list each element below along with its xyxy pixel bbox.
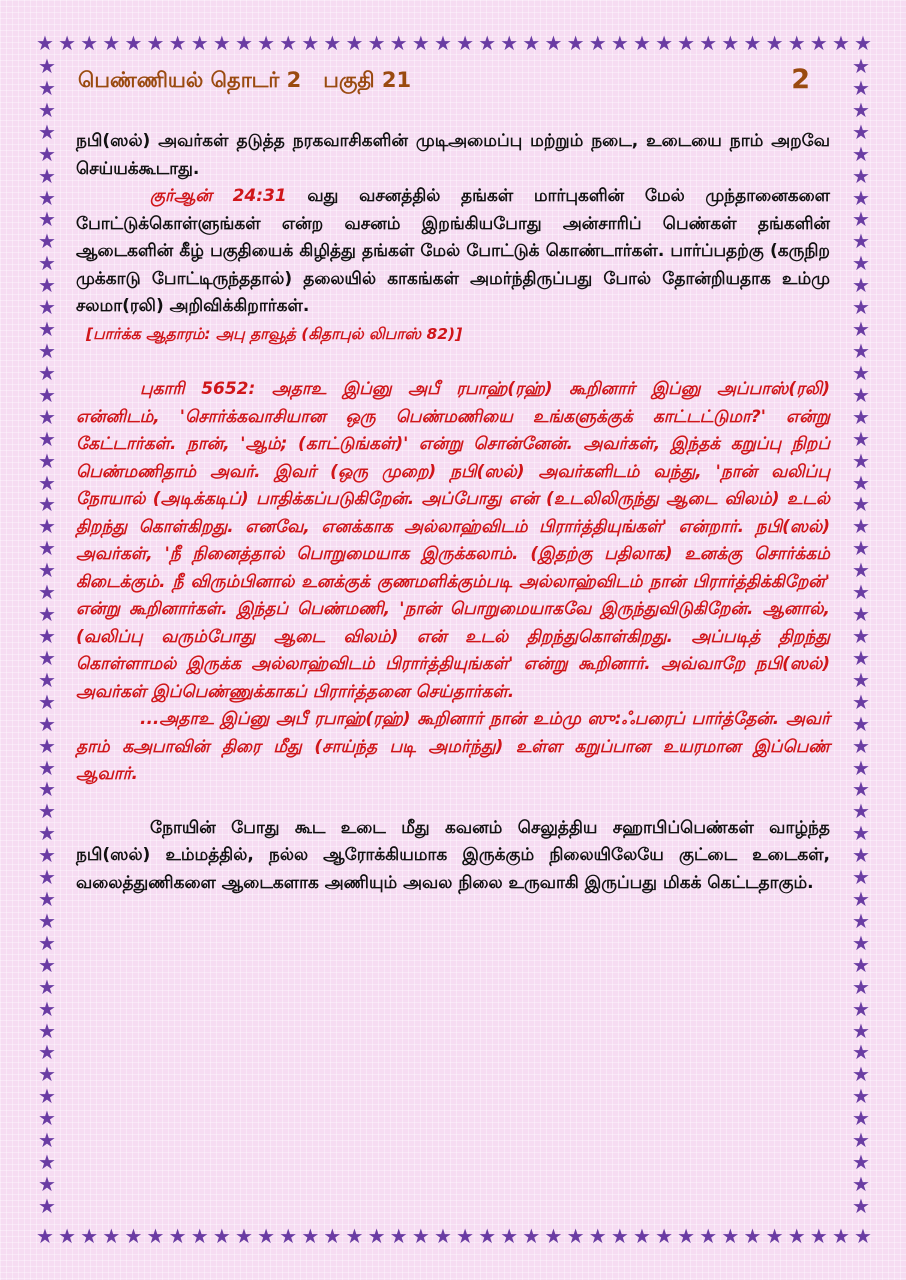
star-icon: ★	[279, 1224, 298, 1248]
paragraph-quran	[76, 183, 830, 321]
star-icon: ★	[389, 31, 408, 55]
star-icon: ★	[38, 338, 56, 363]
star-icon: ★	[323, 31, 342, 55]
star-icon: ★	[38, 667, 56, 692]
star-icon: ★	[610, 31, 629, 55]
star-icon: ★	[38, 1128, 56, 1153]
star-icon: ★	[852, 360, 870, 385]
star-icon: ★	[852, 1150, 870, 1175]
star-icon: ★	[852, 75, 870, 100]
star-icon: ★	[852, 514, 870, 539]
star-icon: ★	[38, 251, 56, 276]
star-icon: ★	[699, 1224, 718, 1248]
star-icon: ★	[389, 1224, 408, 1248]
star-icon: ★	[38, 295, 56, 320]
star-icon: ★	[632, 1224, 651, 1248]
star-icon: ★	[632, 31, 651, 55]
star-icon: ★	[852, 404, 870, 429]
star-icon: ★	[852, 185, 870, 210]
star-icon: ★	[852, 295, 870, 320]
star-icon: ★	[38, 645, 56, 670]
star-icon: ★	[146, 31, 165, 55]
star-icon: ★	[367, 1224, 386, 1248]
star-icon: ★	[852, 1193, 870, 1218]
star-icon: ★	[852, 755, 870, 780]
star-icon: ★	[522, 31, 541, 55]
star-icon: ★	[852, 974, 870, 999]
star-icon: ★	[38, 580, 56, 605]
star-icon: ★	[38, 1040, 56, 1065]
star-icon: ★	[655, 1224, 673, 1248]
star-icon: ★	[38, 711, 56, 736]
star-icon: ★	[852, 382, 870, 407]
star-icon: ★	[831, 1224, 850, 1248]
star-icon: ★	[852, 733, 870, 758]
star-icon: ★	[500, 31, 519, 55]
star-icon: ★	[852, 558, 870, 583]
star-icon: ★	[787, 31, 806, 55]
star-icon: ★	[38, 777, 56, 802]
star-icon: ★	[522, 1224, 541, 1248]
star-icon: ★	[765, 31, 784, 55]
star-icon: ★	[190, 1224, 209, 1248]
star-icon: ★	[566, 1224, 585, 1248]
star-icon: ★	[787, 1224, 806, 1248]
star-icon: ★	[38, 207, 56, 232]
border-bottom	[36, 1225, 872, 1247]
star-icon: ★	[80, 1224, 99, 1248]
star-icon: ★	[852, 317, 870, 342]
star-icon: ★	[38, 602, 56, 627]
star-icon: ★	[38, 755, 56, 780]
star-icon: ★	[655, 31, 673, 55]
star-icon: ★	[852, 229, 870, 254]
star-icon: ★	[852, 821, 870, 846]
border-left	[36, 56, 58, 1216]
star-icon: ★	[38, 689, 56, 714]
star-icon: ★	[852, 952, 870, 977]
star-icon: ★	[852, 141, 870, 166]
star-icon: ★	[852, 930, 870, 955]
star-icon: ★	[854, 31, 872, 55]
star-icon: ★	[38, 887, 56, 912]
star-icon: ★	[212, 31, 231, 55]
star-icon: ★	[852, 97, 870, 122]
star-icon: ★	[721, 1224, 740, 1248]
page-header	[78, 64, 818, 102]
star-icon: ★	[38, 163, 56, 188]
star-icon: ★	[212, 1224, 231, 1248]
star-icon: ★	[699, 31, 718, 55]
star-icon: ★	[38, 1106, 56, 1131]
star-icon: ★	[852, 470, 870, 495]
star-icon: ★	[58, 1224, 77, 1248]
star-icon: ★	[478, 1224, 497, 1248]
star-icon: ★	[852, 689, 870, 714]
star-icon: ★	[677, 1224, 696, 1248]
star-icon: ★	[168, 31, 187, 55]
star-icon: ★	[852, 645, 870, 670]
star-icon: ★	[38, 382, 56, 407]
star-icon: ★	[852, 448, 870, 473]
star-icon: ★	[367, 31, 386, 55]
star-icon: ★	[809, 31, 828, 55]
star-icon: ★	[38, 514, 56, 539]
border-right	[850, 56, 872, 1216]
star-icon: ★	[852, 623, 870, 648]
star-icon: ★	[852, 251, 870, 276]
star-icon: ★	[852, 996, 870, 1021]
star-icon: ★	[257, 1224, 276, 1248]
star-icon: ★	[852, 667, 870, 692]
star-icon: ★	[852, 1062, 870, 1087]
star-icon: ★	[38, 799, 56, 824]
star-icon: ★	[38, 426, 56, 451]
star-icon: ★	[257, 31, 276, 55]
star-icon: ★	[38, 470, 56, 495]
star-icon: ★	[168, 1224, 187, 1248]
star-icon: ★	[743, 31, 762, 55]
star-icon: ★	[852, 54, 870, 78]
star-icon: ★	[852, 119, 870, 144]
paragraph-intro: நபி(ஸல்) அவர்கள் தடுத்த நரகவாசிகளின் முடிஅமைப்பு மற்றும் நடை, உடையை நாம் அறவே செய்யக்கூடாது.	[76, 131, 830, 179]
star-icon: ★	[38, 97, 56, 122]
star-icon: ★	[852, 536, 870, 561]
star-icon: ★	[743, 1224, 762, 1248]
star-icon: ★	[38, 1084, 56, 1109]
star-icon: ★	[852, 887, 870, 912]
star-icon: ★	[190, 31, 209, 55]
hadith-continuation: ...அதாஉ இப்னு அபீ ரபாஹ்(ரஹ்) கூறினார் நான் உம்மு ஸு:ஃபரைப் பார்த்தேன். அவர் தாம் கஅபாவின் திரை மீது (சாய்ந்த படி அமர்ந்து) உள்ள கறுப்பான உயரமான இப்பெண் ஆவார்.	[76, 709, 830, 784]
star-icon: ★	[456, 31, 475, 55]
star-icon: ★	[345, 1224, 364, 1248]
star-icon: ★	[38, 229, 56, 254]
star-icon: ★	[345, 31, 364, 55]
star-icon: ★	[301, 1224, 320, 1248]
star-icon: ★	[852, 865, 870, 890]
star-icon: ★	[38, 1150, 56, 1175]
star-icon: ★	[852, 338, 870, 363]
star-icon: ★	[38, 75, 56, 100]
star-icon: ★	[852, 207, 870, 232]
star-icon: ★	[852, 1106, 870, 1131]
star-icon: ★	[38, 360, 56, 385]
star-icon: ★	[38, 930, 56, 955]
star-icon: ★	[852, 711, 870, 736]
star-icon: ★	[852, 1128, 870, 1153]
series-title: பெண்ணியல் தொடர் 2 பகுதி 21	[78, 68, 412, 92]
star-icon: ★	[852, 799, 870, 824]
star-icon: ★	[38, 865, 56, 890]
star-icon: ★	[234, 1224, 253, 1248]
star-icon: ★	[234, 31, 253, 55]
star-icon: ★	[38, 273, 56, 298]
star-icon: ★	[852, 426, 870, 451]
star-icon: ★	[38, 1018, 56, 1043]
star-icon: ★	[852, 1172, 870, 1197]
star-icon: ★	[36, 31, 54, 55]
star-icon: ★	[544, 1224, 563, 1248]
quran-source-label: குர்ஆன் 24:31	[150, 186, 287, 206]
star-icon: ★	[852, 163, 870, 188]
star-icon: ★	[831, 31, 850, 55]
star-icon: ★	[301, 31, 320, 55]
star-icon: ★	[124, 1224, 143, 1248]
article-body	[76, 128, 830, 897]
star-icon: ★	[852, 777, 870, 802]
star-icon: ★	[852, 843, 870, 868]
star-icon: ★	[852, 492, 870, 517]
star-icon: ★	[38, 974, 56, 999]
star-icon: ★	[38, 996, 56, 1021]
star-icon: ★	[38, 404, 56, 429]
star-icon: ★	[852, 602, 870, 627]
star-icon: ★	[721, 31, 740, 55]
star-icon: ★	[38, 54, 56, 78]
star-icon: ★	[566, 31, 585, 55]
star-icon: ★	[58, 31, 77, 55]
star-icon: ★	[852, 1018, 870, 1043]
star-icon: ★	[411, 31, 430, 55]
star-icon: ★	[36, 1224, 54, 1248]
star-icon: ★	[279, 31, 298, 55]
star-icon: ★	[411, 1224, 430, 1248]
star-icon: ★	[852, 273, 870, 298]
star-icon: ★	[588, 31, 607, 55]
star-icon: ★	[146, 1224, 165, 1248]
star-icon: ★	[323, 1224, 342, 1248]
star-icon: ★	[102, 31, 121, 55]
star-icon: ★	[38, 448, 56, 473]
star-icon: ★	[588, 1224, 607, 1248]
star-icon: ★	[38, 843, 56, 868]
star-icon: ★	[809, 1224, 828, 1248]
star-icon: ★	[38, 141, 56, 166]
star-icon: ★	[38, 733, 56, 758]
star-icon: ★	[478, 31, 497, 55]
star-icon: ★	[38, 1172, 56, 1197]
border-top	[36, 32, 872, 54]
star-icon: ★	[852, 1084, 870, 1109]
star-icon: ★	[38, 623, 56, 648]
star-icon: ★	[38, 558, 56, 583]
star-icon: ★	[102, 1224, 121, 1248]
star-icon: ★	[500, 1224, 519, 1248]
star-icon: ★	[852, 580, 870, 605]
star-icon: ★	[38, 317, 56, 342]
star-icon: ★	[38, 1062, 56, 1087]
hadith-bukhari: புகாரி 5652: அதாஉ இப்னு அபீ ரபாஹ்(ரஹ்) கூறினார் இப்னு அப்பாஸ்(ரலி) என்னிடம், 'சொர்க்கவாசியான ஒரு பெண்மணியை உங்களுக்குக் காட்டட்டுமா?' என்று கேட்டார்கள். நான், 'ஆம்; (காட்டுங்கள்)' என்று சொன்னேன். அவர்கள், இந்தக் கறுப்பு நிறப் பெண்மணிதாம் அவர். இவர் (ஒரு முறை) நபி(ஸல்) அவர்களிடம் வந்து, 'நான் வலிப்பு நோயால் (அடிக்கடிப்) பாதிக்கப்படுகிறேன். அப்போது என் (உடலிலிருந்து ஆடை விலம்) உடல் திறந்து கொள்கிறது. எனவே, எனக்காக அல்லாஹ்விடம் பிரார்த்தியுங்கள்' என்றார். நபி(ஸல்) அவர்கள், 'நீ நினைத்தால் பொறுமையாக இருக்கலாம். (இதற்கு பதிலாக) உனக்கு சொர்க்கம் கிடைக்கும். நீ விரும்பினால் உனக்குக் குணமளிக்கும்படி அல்லாஹ்விடம் நான் பிரார்த்திக்கிறேன்' என்று கூறினார்கள். இந்தப் பெண்மணி, 'நான் பொறுமையாகவே இருந்துவிடுகிறேன். ஆனால், (வலிப்பு வரும்போது ஆடை விலம்) என் உடல் திறந்துகொள்கிறது. அப்படித் திறந்து கொள்ளாமல் இருக்க அல்லாஹ்விடம் பிரார்த்தியுங்கள்' என்று கூறினார். அவ்வாறே நபி(ஸல்) அவர்கள் இப்பெண்ணுக்காகப் பிரார்த்தனை செய்தார்கள்.	[76, 379, 830, 702]
star-icon: ★	[677, 31, 696, 55]
star-icon: ★	[80, 31, 99, 55]
reference-citation: [பார்க்க ஆதாரம்: அபு தாவூத் (கிதாபுல் லிபாஸ் 82)]	[86, 324, 463, 343]
star-icon: ★	[38, 908, 56, 933]
star-icon: ★	[852, 1040, 870, 1065]
star-icon: ★	[433, 31, 452, 55]
star-icon: ★	[38, 952, 56, 977]
star-icon: ★	[38, 119, 56, 144]
star-icon: ★	[610, 1224, 629, 1248]
quran-paragraph-text: வது வசனத்தில் தங்கள் மார்புகளின் மேல் முந்தானைகளை போட்டுக்கொள்ளுங்கள் என்ற வசனம் இறங்கியபோது அன்சாரிப் பெண்கள் தங்களின் ஆடைகளின் கீழ் பகுதியைக் கிழித்து தங்கள் மேல் போட்டுக் கொண்டார்கள். பார்ப்பதற்கு (கருநிற முக்காடு போட்டிருந்ததால்) தலையில் காகங்கள் அமர்ந்திருப்பது போல் தோன்றியதாக உம்மு சலமா(ரலி) அறிவிக்கிறார்கள்.	[76, 186, 831, 316]
star-icon: ★	[124, 31, 143, 55]
star-icon: ★	[38, 821, 56, 846]
star-icon: ★	[544, 31, 563, 55]
star-icon: ★	[765, 1224, 784, 1248]
star-icon: ★	[38, 536, 56, 561]
paragraph-conclusion: நோயின் போது கூட உடை மீது கவனம் செலுத்திய சஹாபிப்பெண்கள் வாழ்ந்த நபி(ஸல்) உம்மத்தில், நல்ல ஆரோக்கியமாக இருக்கும் நிலையிலேயே குட்டை உடைகள், வலைத்துணிகளை ஆடைகளாக அணியும் அவல நிலை உருவாகி இருப்பது மிகக் கெட்டதாகும்.	[76, 817, 830, 893]
star-icon: ★	[854, 1224, 872, 1248]
star-icon: ★	[433, 1224, 452, 1248]
star-icon: ★	[456, 1224, 475, 1248]
star-icon: ★	[38, 492, 56, 517]
star-icon: ★	[852, 908, 870, 933]
star-icon: ★	[38, 185, 56, 210]
page-number: 2	[791, 64, 810, 95]
star-icon: ★	[38, 1193, 56, 1218]
